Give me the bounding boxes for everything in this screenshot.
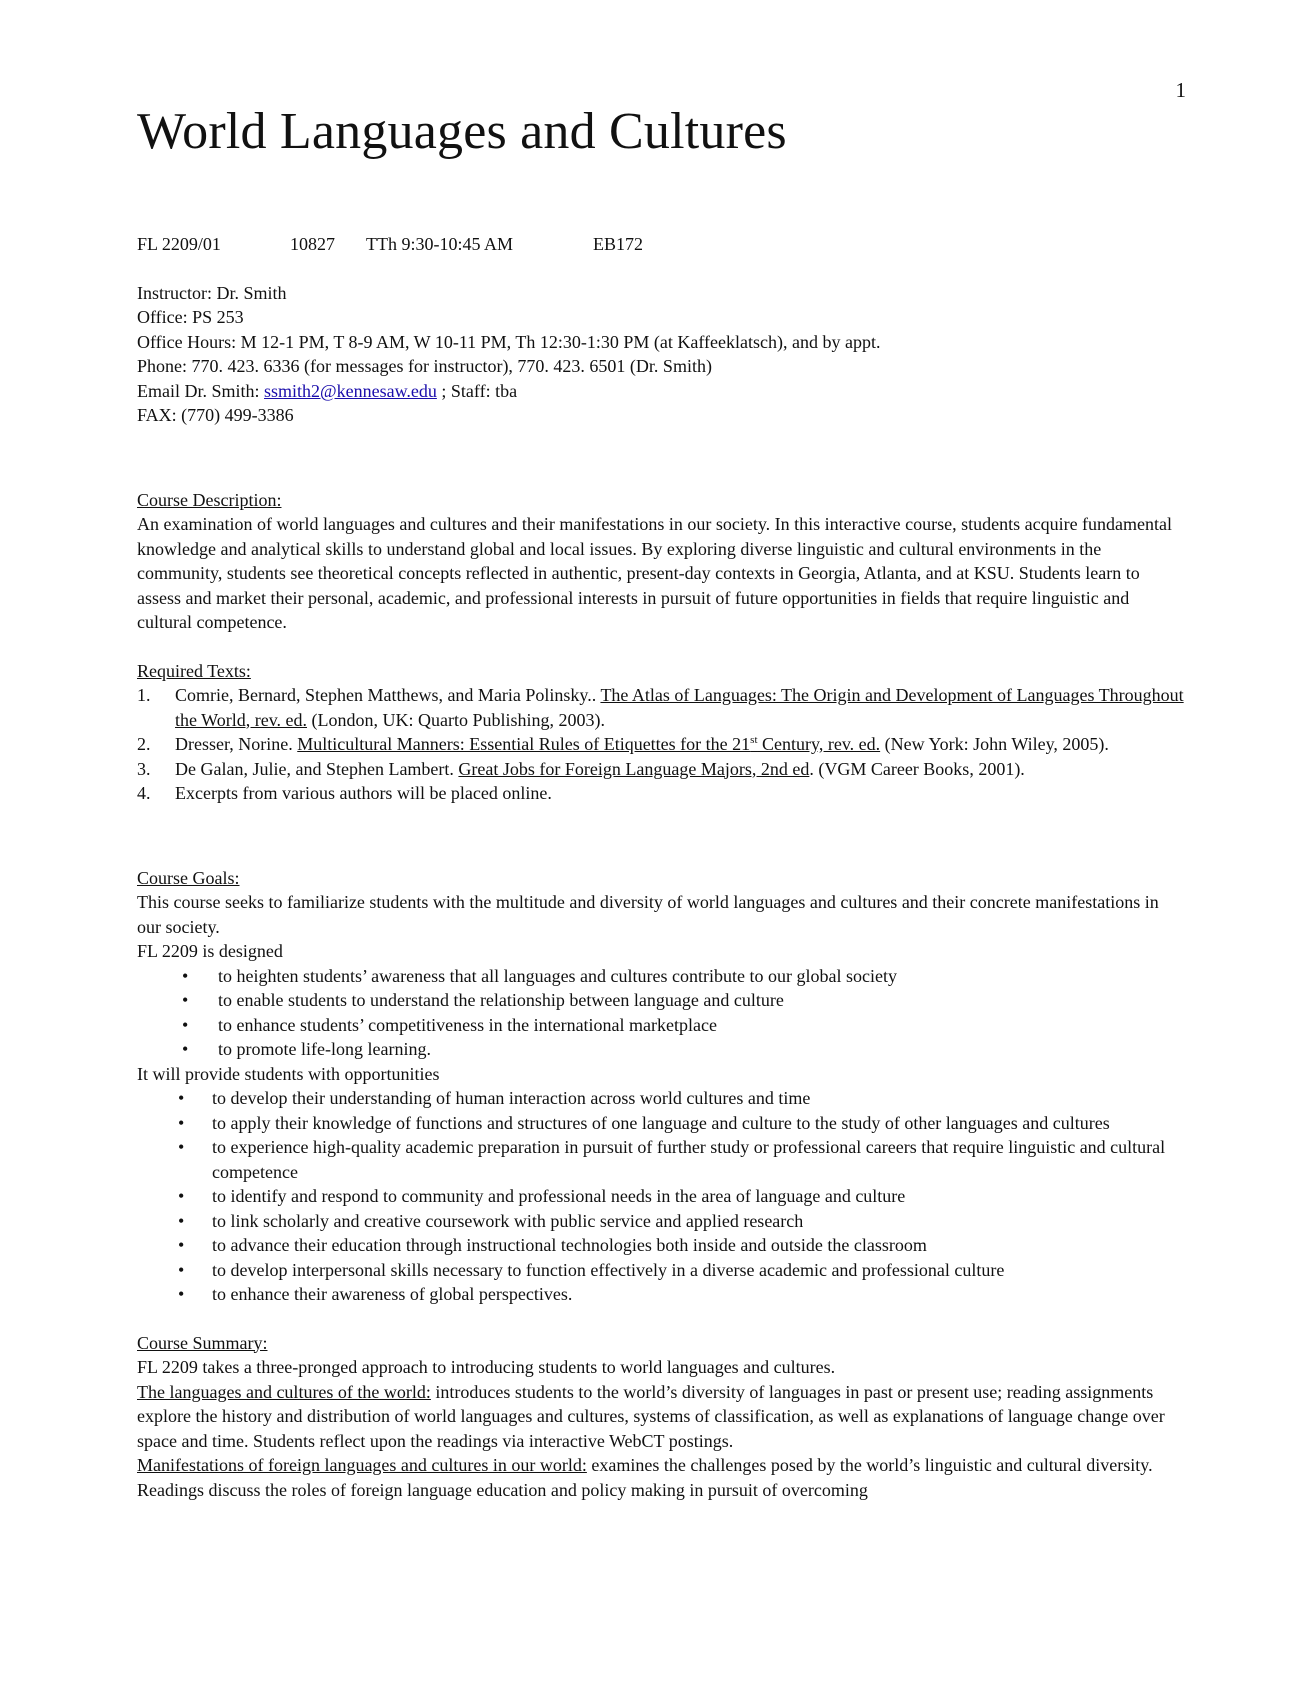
- bullet-icon: •: [182, 1014, 189, 1035]
- document-body: [137, 232, 1187, 1502]
- text-publisher: (London, UK: Quarto Publishing, 2003).: [307, 709, 605, 730]
- list-item-text: to identify and respond to community and professional needs in the area of language and culture: [212, 1186, 906, 1206]
- document-title: World Languages and Cultures: [137, 103, 787, 160]
- list-item: [137, 781, 1187, 806]
- summary-paragraph-languages: [137, 1380, 1187, 1454]
- list-item-text: to link scholarly and creative coursework with public service and applied research: [212, 1210, 804, 1231]
- list-item: [137, 683, 1187, 732]
- email-suffix: ; Staff: tba: [436, 380, 518, 401]
- email-prefix: Email Dr. Smith:: [137, 380, 265, 401]
- list-item-text: to develop interpersonal skills necessary to function effectively in a diverse academic and professional culture: [212, 1259, 1005, 1280]
- list-number: 1.: [137, 685, 151, 705]
- list-item-text: to experience high-quality academic preparation in pursuit of further study or professional careers that require linguistic and cultural competence: [212, 1137, 1166, 1182]
- list-item: [137, 1013, 1187, 1038]
- text-author: Excerpts from various authors will be placed online.: [175, 783, 552, 803]
- course-info-line: [137, 232, 1187, 257]
- bullet-icon: •: [178, 1210, 185, 1231]
- text-author: Dresser, Norine.: [175, 734, 298, 754]
- list-item-text: to apply their knowledge of functions and structures of one language and culture to the study of other languages and cultures: [212, 1112, 1110, 1133]
- bullet-icon: •: [178, 1137, 185, 1157]
- text-author: De Galan, Julie, and Stephen Lambert.: [175, 758, 459, 779]
- list-item: [137, 1209, 1187, 1234]
- fax-line: FAX: (770) 499-3386: [137, 405, 294, 425]
- list-item: [137, 988, 1187, 1013]
- provide-list: [137, 1086, 1187, 1307]
- summary-label-languages: The languages and cultures of the world:: [137, 1381, 431, 1402]
- bullet-icon: •: [178, 1088, 185, 1108]
- office-line: Office: PS 253: [137, 307, 244, 327]
- required-texts-list: [137, 683, 1187, 806]
- text-publisher: . (VGM Career Books, 2001).: [809, 758, 1025, 779]
- course-room: EB172: [593, 234, 644, 254]
- bullet-icon: •: [178, 1235, 185, 1255]
- summary-text-languages: introduces students to the world’s diversity of languages in past or present use; reading assignments explore the history and distribution of world languages and cultures, systems of classification, as well as explanations of language change over space and time. Students reflect upon the readings via interactive WebCT postings.: [137, 1381, 1165, 1451]
- course-description-heading: Course Description:: [137, 489, 282, 510]
- list-item-text: to heighten students’ awareness that all languages and cultures contribute to our global society: [218, 965, 897, 986]
- text-publisher: (New York: John Wiley, 2005).: [880, 734, 1109, 754]
- text-title-main: Multicultural Manners: Essential Rules of Etiquettes for the 21: [297, 734, 751, 754]
- list-item-text: to enhance students’ competitiveness in the international marketplace: [218, 1014, 717, 1035]
- course-summary-intro: FL 2209 takes a three-pronged approach to introducing students to world languages and cultures.: [137, 1357, 836, 1377]
- list-item-text: to enable students to understand the relationship between language and culture: [218, 990, 784, 1010]
- course-goals-section: [137, 866, 1187, 1307]
- contact-block: [137, 281, 1187, 428]
- summary-text-manifestations: examines the challenges posed by the world’s linguistic and cultural diversity. Readings discuss the roles of foreign language education and policy making in pursuit of overcoming: [137, 1455, 1153, 1500]
- list-item: [137, 964, 1187, 989]
- course-goals-intro: This course seeks to familiarize students with the multitude and diversity of world languages and cultures and their concrete manifestations in our society.: [137, 892, 1159, 937]
- list-item: [137, 1282, 1187, 1307]
- bullet-icon: •: [178, 1259, 185, 1280]
- provide-line: It will provide students with opportunities: [137, 1063, 440, 1084]
- bullet-icon: •: [182, 965, 189, 986]
- list-item: [137, 1086, 1187, 1111]
- list-number: 4.: [137, 783, 151, 803]
- page-number: 1: [1175, 78, 1186, 102]
- text-title: [458, 759, 809, 779]
- text-title-rest: Century, rev. ed.: [757, 734, 881, 754]
- list-item: [137, 1184, 1187, 1209]
- designed-list: [137, 964, 1187, 1062]
- list-item-text: to develop their understanding of human interaction across world cultures and time: [212, 1088, 811, 1108]
- course-code: FL 2209/01: [137, 234, 221, 254]
- instructor-line: Instructor: Dr. Smith: [137, 282, 287, 303]
- text-title-main: Great Jobs for Foreign Language Majors, 2nd ed: [458, 758, 810, 779]
- required-texts-heading: Required Texts:: [137, 660, 251, 681]
- required-texts-section: [137, 659, 1187, 806]
- bullet-icon: •: [178, 1186, 185, 1206]
- text-title-main: The Atlas of Languages: The Origin and Development of Languages Throughout the World, rev. ed.: [175, 685, 1184, 730]
- bullet-icon: •: [178, 1112, 185, 1133]
- summary-paragraph-manifestations: [137, 1453, 1187, 1502]
- list-item: [137, 1037, 1187, 1062]
- list-item: [137, 757, 1187, 782]
- bullet-icon: •: [182, 990, 189, 1010]
- course-description-text: An examination of world languages and cultures and their manifestations in our society. In this interactive course, students acquire fundamental knowledge and analytical skills to understand global and local issues. By exploring diverse linguistic and cultural environments in the community, students see theoretical concepts reflected in authentic, present-day contexts in Georgia, Atlanta, and at KSU. Students learn to assess and market their personal, academic, and professional interests in pursuit of future opportunities in fields that require linguistic and cultural competence.: [137, 514, 1173, 632]
- office-hours-line: Office Hours: M 12-1 PM, T 8-9 AM, W 10-11 PM, Th 12:30-1:30 PM (at Kaffeeklatsch), and by appt.: [137, 331, 881, 352]
- course-summary-section: [137, 1331, 1187, 1503]
- list-number: 2.: [137, 734, 151, 754]
- list-item: [137, 1111, 1187, 1136]
- list-item: [137, 1135, 1187, 1184]
- course-description-section: [137, 488, 1187, 635]
- list-item: [137, 1258, 1187, 1283]
- summary-label-manifestations: Manifestations of foreign languages and cultures in our world:: [137, 1455, 587, 1475]
- list-number: 3.: [137, 758, 151, 779]
- designed-line: FL 2209 is designed: [137, 941, 283, 961]
- list-item-text: to promote life-long learning.: [218, 1039, 431, 1059]
- email-line: [137, 379, 1187, 404]
- text-title: [297, 734, 880, 754]
- text-author: Comrie, Bernard, Stephen Matthews, and Maria Polinsky..: [175, 685, 601, 705]
- course-goals-heading: Course Goals:: [137, 867, 240, 888]
- list-item-text: to enhance their awareness of global perspectives.: [212, 1284, 573, 1304]
- list-item-text: to advance their education through instructional technologies both inside and outside the classroom: [212, 1235, 927, 1255]
- phone-line: Phone: 770. 423. 6336 (for messages for instructor), 770. 423. 6501 (Dr. Smith): [137, 356, 712, 376]
- list-item: [137, 1233, 1187, 1258]
- email-link[interactable]: ssmith2@kennesaw.edu: [264, 380, 437, 401]
- course-time: TTh 9:30-10:45 AM: [366, 234, 513, 254]
- course-summary-heading: Course Summary:: [137, 1332, 268, 1353]
- course-crn: 10827: [290, 234, 335, 254]
- bullet-icon: •: [182, 1039, 189, 1059]
- list-item: [137, 732, 1187, 757]
- bullet-icon: •: [178, 1284, 185, 1304]
- text-title-superscript: st: [750, 734, 758, 746]
